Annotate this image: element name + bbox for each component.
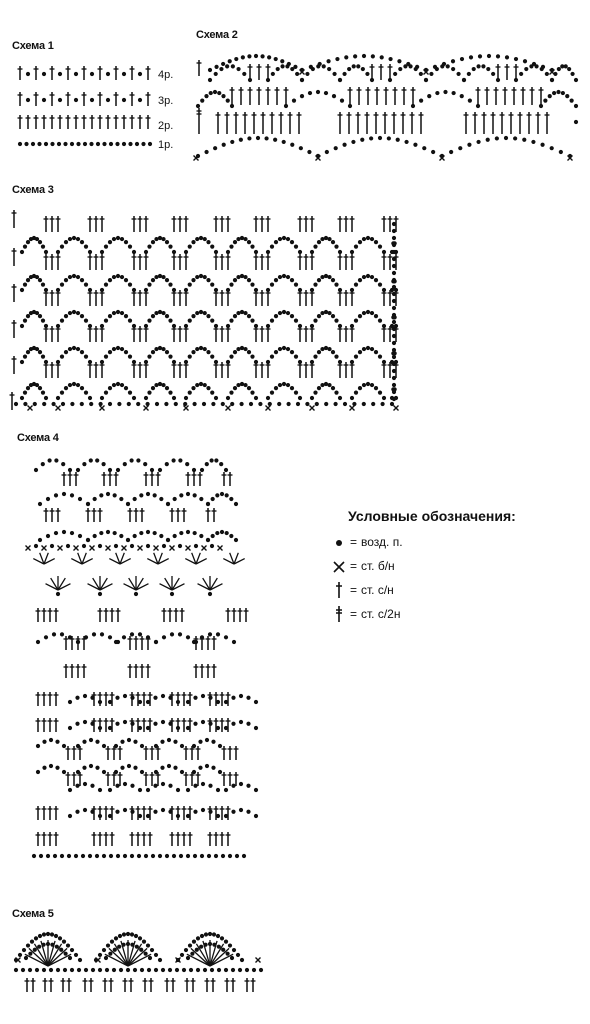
scheme-2-title: Схема 2	[196, 29, 238, 41]
chain-dot	[240, 958, 244, 962]
chain-dot	[42, 932, 46, 936]
chain-dot	[154, 953, 158, 957]
chain-dot	[58, 936, 62, 940]
chain-dot	[175, 968, 179, 972]
chain-dot	[70, 968, 74, 972]
legend-equals: =	[350, 559, 358, 573]
chain-dot	[74, 953, 78, 957]
chain-dot	[190, 952, 194, 956]
chain-dot	[104, 956, 108, 960]
chain-dot	[188, 943, 192, 947]
chain-dot	[64, 952, 68, 956]
chain-dot	[30, 940, 34, 944]
legend-item-treble-crochet	[332, 602, 532, 626]
chain-dot	[37, 945, 41, 949]
chain-dot	[33, 948, 37, 952]
chain-dot	[38, 934, 42, 938]
chain-dot	[26, 943, 30, 947]
chain-dot	[245, 968, 249, 972]
chain-dot	[130, 943, 134, 947]
row-label-2: 2р.	[158, 120, 174, 132]
chain-dot	[50, 932, 54, 936]
chain-dot	[118, 934, 122, 938]
legend-label: ст. б/н	[361, 559, 395, 573]
chain-dot	[212, 943, 216, 947]
chain-dot	[42, 943, 46, 947]
chain-dot	[168, 968, 172, 972]
chain-dot	[182, 968, 186, 972]
chain-dot	[238, 968, 242, 972]
row-label-4: 4р.	[158, 69, 174, 81]
chain-dot	[112, 968, 116, 972]
treble-crochet-icon	[332, 605, 346, 623]
chain-dot	[68, 956, 72, 960]
chain-dot	[138, 936, 142, 940]
chain-dot	[221, 948, 225, 952]
scheme-4-title: Схема 4	[17, 432, 59, 444]
scheme-1-title: Схема 1	[12, 40, 54, 52]
chain-dot	[35, 968, 39, 972]
chain-dot	[59, 948, 63, 952]
chain-dot	[212, 932, 216, 936]
legend-label: ст. с/2н	[361, 607, 401, 621]
chain-dot	[62, 940, 66, 944]
chain-dot	[102, 948, 106, 952]
chain-dot	[14, 968, 18, 972]
chain-dot	[28, 952, 32, 956]
double-crochet-icon	[332, 581, 346, 599]
chain-dot	[259, 968, 263, 972]
chain-dot	[217, 945, 221, 949]
legend-label: ст. с/н	[361, 583, 394, 597]
row-label-3: 3р.	[158, 95, 174, 107]
legend-equals: =	[350, 607, 358, 621]
chain-dot	[180, 953, 184, 957]
chain-dot	[184, 948, 188, 952]
chain-dot	[161, 968, 165, 972]
chain-dot	[148, 956, 152, 960]
chain-dot	[98, 953, 102, 957]
scheme-3-title: Схема 3	[12, 184, 54, 196]
legend-item-chain	[332, 530, 532, 554]
chain-dot	[119, 968, 123, 972]
chain-dot	[122, 943, 126, 947]
legend-equals: =	[350, 535, 358, 549]
chain-dot	[21, 968, 25, 972]
legend-item-double-crochet	[332, 578, 532, 602]
chain-dot	[135, 945, 139, 949]
chain-dot	[192, 940, 196, 944]
chain-dot	[220, 936, 224, 940]
legend-label: возд. п.	[361, 535, 403, 549]
legend-equals: =	[350, 583, 358, 597]
chain-dot	[55, 945, 59, 949]
legend	[332, 508, 532, 626]
chain-dot	[140, 968, 144, 972]
chain-dot	[50, 943, 54, 947]
cross-icon	[332, 557, 346, 575]
chain-dot	[231, 968, 235, 972]
chain-dot	[78, 958, 82, 962]
chain-dot	[208, 942, 212, 946]
chain-dot	[158, 958, 162, 962]
chain-dot	[126, 968, 130, 972]
chain-dot	[49, 968, 53, 972]
chain-dot	[196, 968, 200, 972]
chain-dot	[63, 968, 67, 972]
chain-dot	[154, 968, 158, 972]
legend-item-single-crochet	[332, 554, 532, 578]
single-crochet-cross	[256, 958, 261, 963]
chain-dot	[113, 948, 117, 952]
chain-dot	[133, 968, 137, 972]
chain-dot	[224, 968, 228, 972]
chain-dot	[146, 943, 150, 947]
chain-dot	[108, 952, 112, 956]
chain-dot	[208, 932, 212, 936]
chain-dot	[230, 956, 234, 960]
chain-dot	[196, 936, 200, 940]
chain-dot	[18, 953, 22, 957]
chain-dot	[144, 952, 148, 956]
chain-dot	[22, 948, 26, 952]
chain-dot	[46, 942, 50, 946]
chain-dot	[228, 943, 232, 947]
chain-dot	[139, 948, 143, 952]
chain-dot	[224, 940, 228, 944]
chain-dot	[200, 934, 204, 938]
chain-dot	[189, 968, 193, 972]
chain-dot	[114, 936, 118, 940]
chain-dot	[199, 945, 203, 949]
chain-dot	[134, 934, 138, 938]
chain-dot	[70, 948, 74, 952]
legend-title: Условные обозначения:	[348, 508, 516, 524]
chain-dot	[42, 968, 46, 972]
chain-dot	[105, 968, 109, 972]
chain-dot	[34, 936, 38, 940]
chain-dot	[126, 942, 130, 946]
chain-dot	[236, 953, 240, 957]
chain-dot	[204, 932, 208, 936]
chain-dot	[84, 968, 88, 972]
chain-dot	[46, 932, 50, 936]
chain-dot	[24, 956, 28, 960]
chain-dot	[232, 948, 236, 952]
chain-dot	[195, 948, 199, 952]
row-label-1: 1р.	[158, 139, 174, 151]
chain-dot	[106, 943, 110, 947]
chain-dot	[77, 968, 81, 972]
scheme-5-title: Схема 5	[12, 908, 54, 920]
chain-dot	[117, 945, 121, 949]
chain-dot	[28, 968, 32, 972]
chain-dot-icon	[332, 533, 346, 551]
chain-dot	[130, 932, 134, 936]
chain-dot	[98, 968, 102, 972]
chain-dot	[186, 956, 190, 960]
chain-dot	[56, 968, 60, 972]
chain-dot	[216, 934, 220, 938]
chain-dot	[226, 952, 230, 956]
chain-dot	[110, 940, 114, 944]
chain-dot	[54, 934, 58, 938]
chain-dot	[126, 932, 130, 936]
chain-dot	[122, 932, 126, 936]
chain-dot	[150, 948, 154, 952]
chain-dot	[217, 968, 221, 972]
chain-dot	[252, 968, 256, 972]
chain-dot	[147, 968, 151, 972]
chain-dot	[204, 943, 208, 947]
chain-dot	[142, 940, 146, 944]
chain-dot	[91, 968, 95, 972]
chain-dot	[203, 968, 207, 972]
chain-dot	[210, 968, 214, 972]
chain-dot	[66, 943, 70, 947]
